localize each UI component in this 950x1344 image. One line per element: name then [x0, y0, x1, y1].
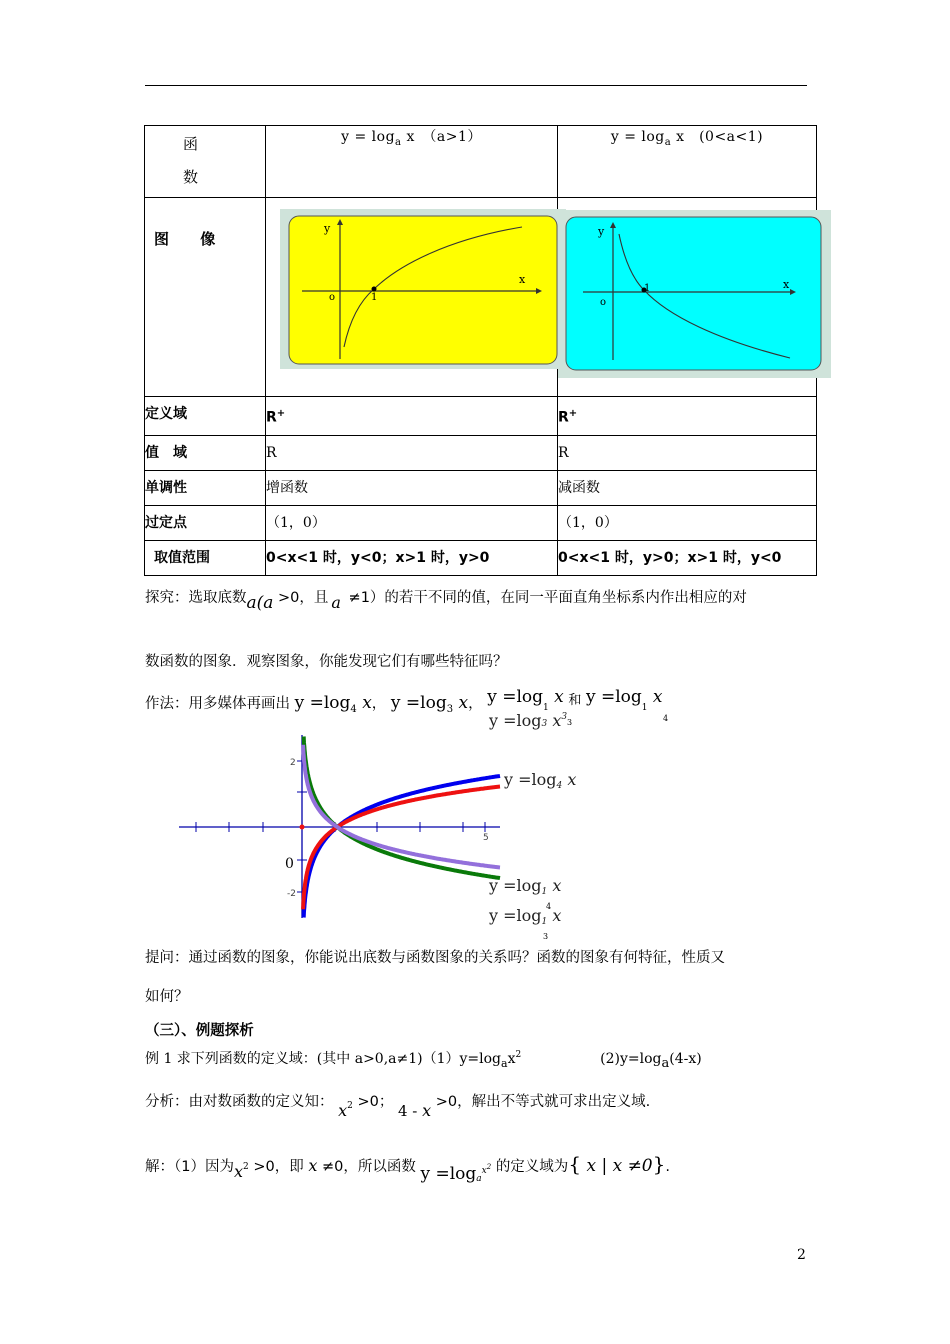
- value-range-2: 0<x<1 时，y>0；x>1 时，y<0: [558, 540, 817, 575]
- zero-label: 0: [285, 856, 294, 872]
- graph2-origin-label: o: [600, 297, 607, 308]
- graph2-one-label: 1: [644, 283, 651, 294]
- method-line: 作法：用多媒体再画出 $y =\log_4$ x， $y =\log_3$ x， $y =\log_1$ x 和 $y =\log_1$ x: [145, 687, 663, 715]
- explore-text-a: 探究：选取底数: [145, 590, 247, 606]
- monotonic-value-1: 增函数: [266, 470, 558, 505]
- func-a-lt-1-lhs: y = log: [610, 129, 665, 145]
- explore-line-2: 数函数的图象．观察图象，你能发现它们有哪些特征吗？: [145, 654, 508, 670]
- explore-line-1: [145, 586, 747, 613]
- question-line-2: 如何？: [145, 989, 189, 1005]
- func-a-lt-1: [558, 126, 817, 198]
- graph2-y-label: y: [598, 225, 605, 238]
- solution-set: { x | x ≠0}: [568, 1152, 666, 1176]
- domain-value-2: R+: [558, 397, 817, 436]
- formula-log13: $y =\log_1$ x: [487, 687, 564, 713]
- func-a-lt-1-rest: x (0<a<1): [671, 129, 764, 145]
- fixed-point-value-1: （1，0）: [266, 505, 558, 540]
- example-x: x: [507, 1051, 516, 1067]
- curve-log3-blue: [304, 776, 500, 918]
- example-text: 例 1 求下列函数的定义域：(其中 a>0,a≠1)（1）y=log: [145, 1051, 502, 1067]
- formula-log14: $y =\log_1$ x: [585, 687, 663, 713]
- graph1-panel: [289, 216, 557, 364]
- frac-denominator-4: 4: [663, 714, 669, 723]
- page-number: 2: [797, 1247, 806, 1263]
- label-log14: y =log1 x: [489, 876, 562, 897]
- question-line-1: 提问：通过函数的图象，你能说出底数与函数图象的关系吗？函数的图象有何特征，性质又: [145, 950, 725, 966]
- graph1-origin-label: o: [329, 292, 336, 303]
- row-label-monotonic: 单调性: [145, 470, 266, 505]
- range-value-1: R: [266, 435, 558, 470]
- solution-text-c: ≠0，所以函数: [317, 1159, 416, 1175]
- label-log14-den: 4: [546, 902, 552, 911]
- func-a-gt-1-rest: x （a>1）: [401, 129, 482, 145]
- row-label-value-range: 取值范围: [145, 540, 266, 575]
- solution-formula: y =loga$^{x^2}$: [420, 1163, 492, 1184]
- graph1-y-label: y: [324, 222, 331, 235]
- func-a-gt-1-lhs: y = log: [341, 129, 396, 145]
- label-log13: y =log1 x: [489, 906, 562, 927]
- graph2-panel: [566, 217, 821, 370]
- analysis-text-b: >0；: [357, 1094, 394, 1110]
- image-label-cell: [145, 198, 266, 397]
- graph1-point: [372, 287, 377, 292]
- func-a-lt-1-base: a: [664, 137, 672, 148]
- header-char-2: 数: [183, 168, 199, 186]
- solution-x: x: [308, 1156, 318, 1175]
- solution-x-squared: $x^2$: [233, 1162, 249, 1181]
- label-log3: y =log3 $x^3$: [489, 711, 568, 730]
- label-log13-den: 3: [543, 932, 549, 941]
- solution-text-d: 的定义域为: [495, 1159, 569, 1175]
- curve-log14-purple: [303, 745, 500, 868]
- analysis-x-squared: $x^2$: [338, 1101, 353, 1120]
- label-log4: y =log4 x: [504, 770, 577, 791]
- curve-log13-green: [304, 737, 500, 879]
- formula-log3: $y =\log_3$ x: [390, 693, 469, 715]
- section-title: （三）、例题探析: [145, 1023, 254, 1039]
- monotonic-value-2: 减函数: [558, 470, 817, 505]
- row-label-domain: 定义域: [145, 397, 266, 436]
- multi-log-chart: [175, 730, 505, 920]
- example-part2: (2)y=log: [600, 1051, 662, 1067]
- chart-origin-dot: [300, 825, 305, 830]
- func-a-gt-1: [266, 126, 558, 198]
- solution-line: 解：（1）因为$x^2 >0$，即 x ≠0，所以函数 y =loga$^{x^2}$ 的定义域为{ x | x ≠0}.: [145, 1152, 670, 1184]
- image-label: 图 像: [154, 230, 216, 248]
- example-square: 2: [515, 1050, 522, 1060]
- analysis-text-d: >0，解出不等式就可求出定义域.: [435, 1094, 651, 1110]
- frac-denominator-3: 3: [567, 718, 573, 727]
- range-value-2: R: [558, 435, 817, 470]
- and-text: 和: [568, 693, 582, 708]
- explore-text-c: >0，且: [273, 590, 329, 606]
- example-base-2: a: [661, 1056, 670, 1071]
- example-base-1: a: [501, 1057, 508, 1070]
- function-header-cell: [145, 126, 266, 198]
- value-range-1: 0<x<1 时，y<0；x>1 时，y>0: [266, 540, 558, 575]
- graph2-x-label: x: [783, 278, 790, 291]
- x-tick-label-5: 5: [483, 833, 489, 843]
- explore-var-a2: a: [331, 593, 341, 612]
- graph1-x-label: x: [519, 273, 526, 286]
- header-char-1: 函: [183, 135, 199, 153]
- header-rule: [145, 85, 807, 86]
- analysis-x: x: [422, 1101, 432, 1120]
- domain-value-1: R+: [266, 397, 558, 436]
- y-tick-label-2: 2: [290, 758, 296, 768]
- explore-var-a: a(a: [246, 593, 274, 613]
- formula-log4: $y =\log_4$ x: [294, 693, 372, 715]
- func-a-gt-1-base: a: [395, 137, 402, 148]
- example-1: [145, 1048, 702, 1071]
- curve-log4-red: [303, 787, 500, 910]
- analysis-line: [145, 1090, 651, 1120]
- row-label-range: 值 域: [145, 435, 266, 470]
- method-label: 作法：用多媒体再画出: [145, 696, 290, 712]
- fixed-point-value-2: （1，0）: [558, 505, 817, 540]
- solution-text-b: >0，即: [248, 1159, 304, 1175]
- example-part2-end: (4-x): [669, 1051, 702, 1067]
- analysis-4-minus: 4 -: [397, 1102, 423, 1120]
- row-label-fixed-point: 过定点: [145, 505, 266, 540]
- explore-text-e: ≠1）的若干不同的值，在同一平面直角坐标系内作出相应的对: [343, 590, 747, 606]
- solution-text-a: 解：（1）因为: [145, 1159, 234, 1175]
- graph1-one-label: 1: [371, 292, 378, 303]
- graph-increasing-log: [280, 209, 566, 369]
- graph-decreasing-log: [558, 210, 831, 378]
- y-tick-label-m2: -2: [287, 889, 296, 899]
- analysis-text-a: 分析：由对数函数的定义知：: [145, 1094, 334, 1110]
